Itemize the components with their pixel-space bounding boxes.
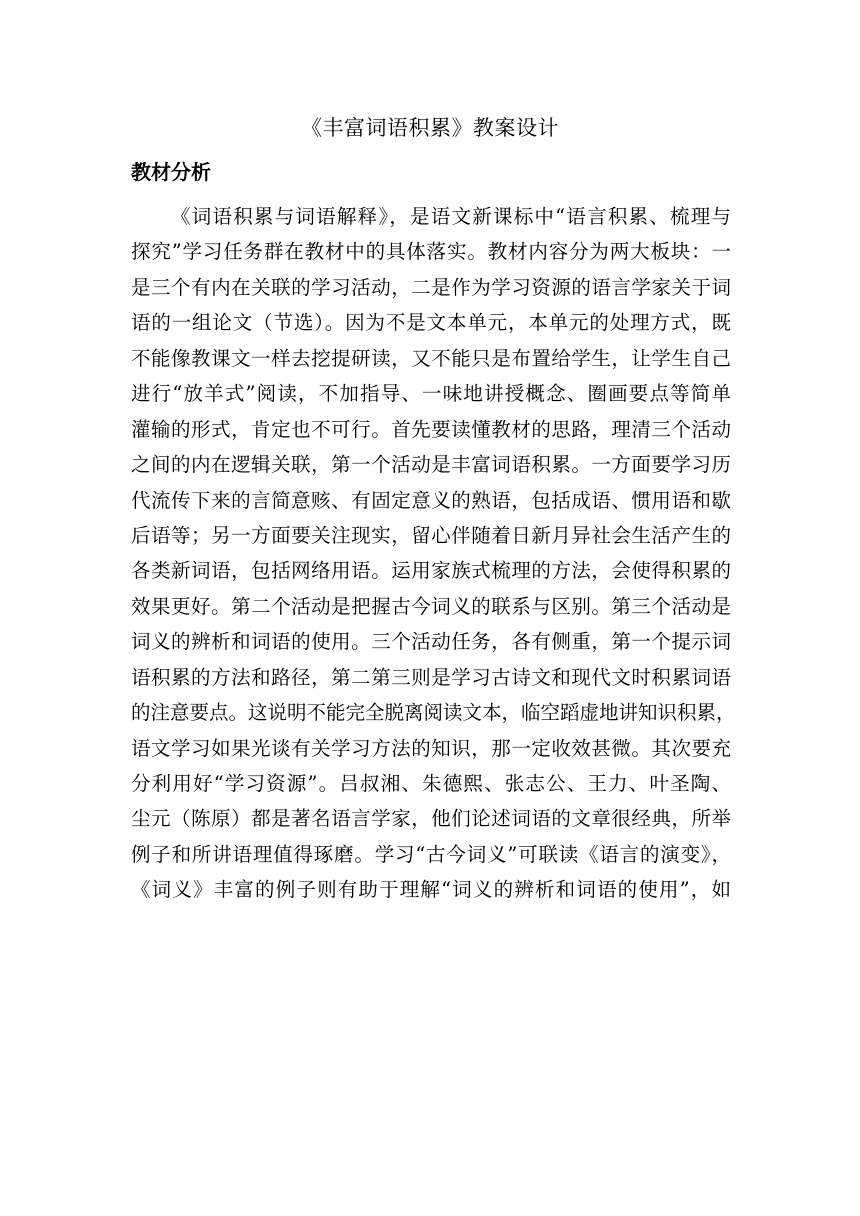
paragraph-line: 语的一组论文（节选）。因为不是文本单元，本单元的处理方式，既: [131, 311, 731, 335]
paragraph-line: 效果更好。第二个活动是把握古今词义的联系与区别。第三个活动是: [131, 594, 731, 618]
paragraph-line: 分利用好“学习资源”。吕叔湘、朱德熙、张志公、王力、叶圣陶、: [131, 772, 731, 795]
paragraph-line: 语积累的方法和路径，第二第三则是学习古诗文和现代文时积累词语: [131, 665, 731, 689]
paragraph-line: 《词语积累与词语解释》，是语文新课标中“语言积累、梳理与: [171, 205, 731, 228]
paragraph-line: 灌输的形式，肯定也不可行。首先要读懂教材的思路，理清三个活动: [131, 417, 731, 441]
paragraph-line: 探究”学习任务群在教材中的具体落实。教材内容分为两大板块：一: [131, 240, 731, 264]
paragraph-line: 后语等；另一方面要关注现实，留心伴随着日新月异社会生活产生的: [131, 523, 731, 547]
paragraph-line: 各类新词语，包括网络用语。运用家族式梳理的方法，会使得积累的: [131, 559, 731, 583]
paragraph-line: 不能像教课文一样去挖提研读，又不能只是布置给学生，让学生自己: [131, 346, 731, 370]
paragraph-line: 代流传下来的言简意赅、有固定意义的熟语，包括成语、惯用语和歇: [131, 488, 731, 512]
paragraph-line: 《词义》丰富的例子则有助于理解“词义的辨析和词语的使用”，如: [131, 878, 731, 902]
paragraph-line: 的注意要点。这说明不能完全脱离阅读文本，临空蹈虚地讲知识积累，: [131, 701, 736, 725]
paragraph-line: 词义的辨析和词语的使用。三个活动任务，各有侧重，第一个提示词: [131, 630, 731, 654]
section-heading: 教材分析: [131, 160, 211, 184]
paragraph-line: 例子和所讲语理值得琢磨。学习“古今词义”可联读《语言的演变》，: [131, 842, 731, 866]
paragraph-line: 尘元（陈原）都是著名语言学家，他们论述词语的文章很经典，所举: [131, 807, 731, 831]
paragraph-line: 进行“放羊式”阅读，不加指导、一味地讲授概念、圈画要点等简单: [131, 382, 731, 406]
body-paragraph: [131, 199, 736, 908]
paragraph-line: 语文学习如果光谈有关学习方法的知识，那一定收效甚微。其次要充: [131, 736, 731, 760]
document-title: 《丰富词语积累》教案设计: [301, 116, 559, 140]
paragraph-line: 是三个有内在关联的学习活动，二是作为学习资源的语言学家关于词: [131, 275, 731, 299]
paragraph-line: 之间的内在逻辑关联，第一个活动是丰富词语积累。一方面要学习历: [131, 453, 731, 477]
